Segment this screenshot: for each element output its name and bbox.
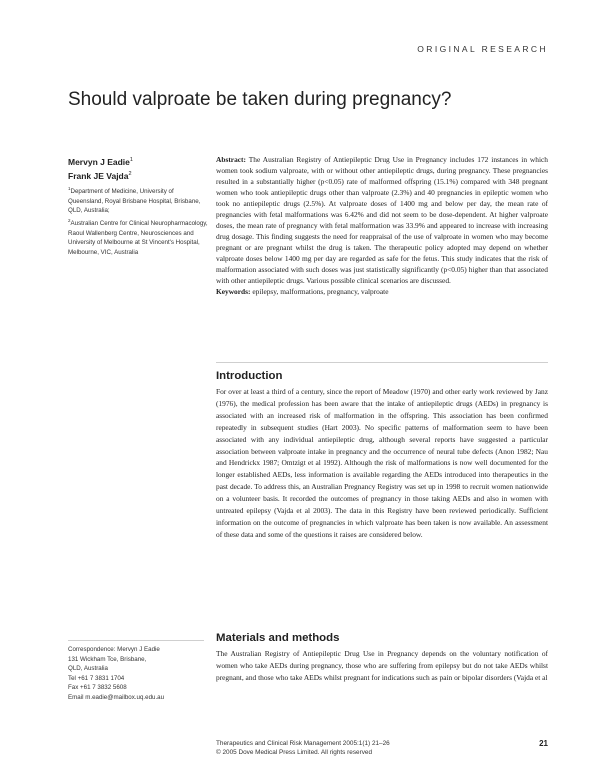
section-label: ORIGINAL RESEARCH xyxy=(417,44,548,54)
keywords-text: epilepsy, malformations, pregnancy, valproate xyxy=(252,287,389,296)
abstract-body xyxy=(216,154,548,286)
correspondence-line: QLD, Australia xyxy=(68,665,108,673)
introduction-text: For over at least a third of a century, since the report of Meadow (1970) and other early work reviewed by Janz (1976), the medical profession has been aware that the intake of antiepileptic drugs (AEDs) in pregnancy is associated with an increased risk of malformation in the offspring. This association has been confirmed repeatedly in subsequent studies (Hart 2003). No specific patterns of malformation seem to have been associated with any individual antiepileptic drug, although several reports have suggested a particular association between valproate intake in pregnancy and the occurrence of neural tube defects (Anon 1982; Nau and Hendrickx 1987; Omtzigt et al 1992). Although the risk of malformations is now well documented for the longer established AEDs, less information is available regarding the AEDs introduced into therapeutics in the past decade. To address this, an Australian Pregnancy Registry was set up in 1998 to recruit women nationwide on a volunteer basis. It recorded the outcomes of pregnancy in those taking AEDs and also in women with untreated epilepsy (Vajda et al 2003). The data in this Registry have been reviewed periodically. Sufficient information on the outcome of pregnancies in which valproate has been taken is now available. An assessment of these data and some of the questions it raises are considered below. xyxy=(216,387,548,539)
abstract xyxy=(216,154,548,297)
affiliations xyxy=(68,184,208,257)
methods-text: The Australian Registry of Antiepileptic Drug Use in Pregnancy depends on the voluntary notification of women who take AEDs during pregnancy, those who are suffering from epilepsy but do not take AEDs whilst pregnant, and those who take AEDs whilst pregnant for indications such as pain or bipolar disorders (Vajda et al xyxy=(216,649,548,682)
page-footer xyxy=(216,739,506,757)
methods-heading: Materials and methods xyxy=(216,632,340,644)
divider xyxy=(216,362,548,363)
keywords-label: Keywords: xyxy=(216,287,251,296)
correspondence-block xyxy=(68,645,208,703)
copyright-notice: © 2005 Dove Medical Press Limited. All rights reserved xyxy=(216,749,373,756)
correspondence-line: 131 Wickham Tce, Brisbane, xyxy=(68,655,147,663)
author-name: Frank JE Vajda$^2$ xyxy=(68,170,132,181)
author-name: Mervyn J Eadie$^1$ xyxy=(68,156,133,167)
correspondence-email[interactable]: Email m.eadie@mailbox.uq.edu.au xyxy=(68,693,165,701)
abstract-label: Abstract: xyxy=(216,155,246,164)
page-number: 21 xyxy=(539,739,548,748)
correspondence-line: Correspondence: Mervyn J Eadie xyxy=(68,646,160,653)
journal-citation: Therapeutics and Clinical Risk Management 2005:1(1) 21–26 xyxy=(216,740,390,747)
author-list xyxy=(68,154,208,182)
correspondence-line: Tel +61 7 3831 1704 xyxy=(68,674,125,682)
correspondence-line: Fax +61 7 3832 5608 xyxy=(68,684,127,692)
affiliation: $^1$Department of Medicine, University of Queensland, Royal Brisbane Hospital, Brisbane, QLD, Australia; xyxy=(68,186,201,215)
affiliation: $^2$Australian Centre for Clinical Neuropharmacology, Raoul Wallenberg Centre, Neurosciences and University of Melbourne at St Vincent's Hospital, Melbourne, VIC, Australia xyxy=(68,217,208,256)
introduction-heading: Introduction xyxy=(216,370,283,382)
keywords xyxy=(216,286,548,297)
article-title: Should valproate be taken during pregnancy? xyxy=(68,89,452,110)
abstract-text: The Australian Registry of Antiepileptic Drug Use in Pregnancy includes 172 instances in which women took sodium valproate, with or without other antiepileptic drugs, during pregnancy. These pregnancies resulted in a substantially higher (p<0.05) rate of malformed offspring (15.1%) compared with 348 pregnant women who took antiepileptic drugs other than valproate (2.3%) and 40 pregnancies in epileptic women who took no antiepileptic drugs (2.5%). At valproate doses of 1400 mg and below per day, the mean rate of pregnancies with fetal malformations was 6.42% and did not seem to be dose-dependent. At higher valproate doses, the mean rate of pregnancy with fetal malformation was 33.9% and appeared to increase with increasing drug dosage. This finding suggests the need for reappraisal of the use of valproate in women who may become pregnant or are pregnant whilst the drug is taken. The therapeutic policy adopted may depend on whether valproate doses below 1400 mg per day are regarded as safe for the fetus. This study indicates that the risk of malformation associated with such doses was just statistically significantly (p<0.05) higher than that associated with other antiepileptic drugs. Various possible clinical scenarios are discussed. xyxy=(216,155,548,285)
divider xyxy=(68,640,204,641)
